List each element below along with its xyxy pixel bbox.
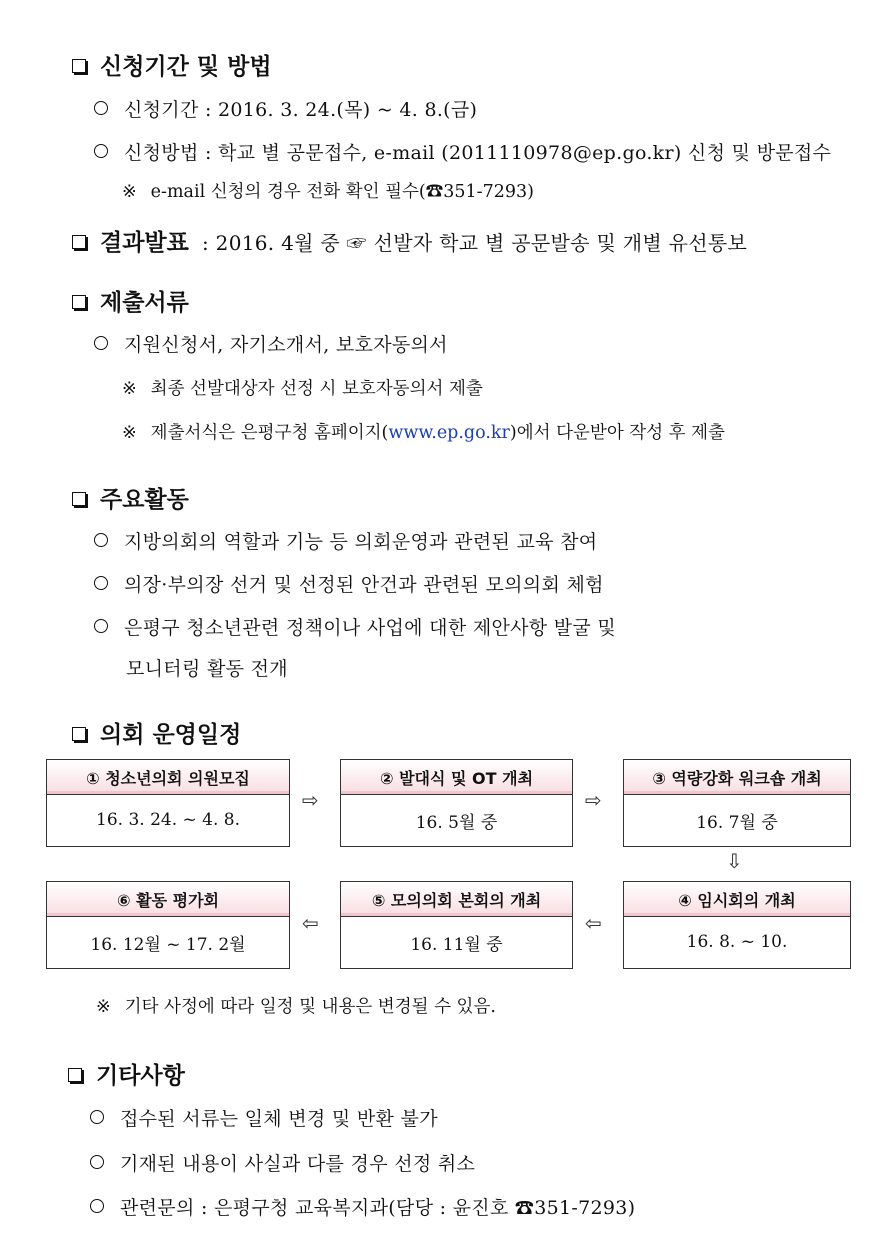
- step-date: 16. 7월 중: [696, 812, 778, 833]
- activity-item-3-cont: 모니터링 활동 전개: [126, 658, 288, 680]
- section-activities-heading: 주요활동: [72, 481, 189, 514]
- step-label: ⑥ 활동 평가회: [47, 882, 289, 917]
- arrow-left-icon: ⇦: [585, 911, 602, 935]
- square-bullet-icon: [68, 1068, 82, 1082]
- apply-note: ※ e-mail 신청의 경우 전화 확인 필수(☎351-7293): [122, 182, 534, 202]
- circle-bullet-icon: [90, 1110, 104, 1124]
- schedule-step-3: [623, 759, 851, 847]
- homepage-link[interactable]: www.ep.go.kr: [388, 423, 510, 443]
- note-mark-icon: ※: [122, 182, 137, 202]
- docs-note-2: ※ 제출서식은 은평구청 홈페이지(www.ep.go.kr)에서 다운받아 작성 후 제출: [122, 423, 725, 443]
- circle-bullet-icon: [90, 1155, 104, 1169]
- circle-bullet-icon: [94, 144, 108, 158]
- square-bullet-icon: [72, 59, 86, 73]
- section-docs-heading: 제출서류: [72, 284, 189, 317]
- arrow-right-icon: ⇨: [302, 788, 319, 812]
- activity-item-3: 은평구 청소년관련 정책이나 사업에 대한 제안사항 발굴 및: [94, 613, 616, 640]
- schedule-note: ※ 기타 사정에 따라 일정 및 내용은 변경될 수 있음.: [96, 997, 496, 1017]
- etc-item-2: 기재된 내용이 사실과 다를 경우 선정 취소: [90, 1149, 475, 1176]
- apply-method: 신청방법 : 학교 별 공문접수, e-mail (2011110978@ep.go.kr) 신청 및 방문접수: [94, 138, 831, 165]
- docs-item: 지원신청서, 자기소개서, 보호자동의서: [94, 330, 448, 357]
- step-label: ③ 역량강화 워크숍 개최: [624, 760, 850, 795]
- note-mark-icon: ※: [96, 997, 111, 1017]
- schedule-step-5: [340, 881, 573, 969]
- section-result-heading: 결과발표: [100, 230, 189, 256]
- arrow-right-icon: ⇨: [585, 788, 602, 812]
- arrow-left-icon: ⇦: [302, 911, 319, 935]
- step-label: ② 발대식 및 OT 개최: [341, 760, 572, 795]
- step-date: 16. 12월 ~ 17. 2월: [90, 934, 246, 955]
- step-date: 16. 3. 24. ~ 4. 8.: [96, 810, 240, 830]
- circle-bullet-icon: [94, 619, 108, 633]
- step-label: ④ 임시회의 개최: [624, 882, 850, 917]
- result-text: : 2016. 4월 중 ☞ 선발자 학교 별 공문발송 및 개별 유선통보: [201, 231, 748, 255]
- step-date: 16. 11월 중: [410, 934, 503, 955]
- step-date: 16. 5월 중: [415, 812, 498, 833]
- docs-note-1: ※ 최종 선발대상자 선정 시 보호자동의서 제출: [122, 379, 483, 399]
- step-label: ① 청소년의회 의원모집: [47, 760, 289, 795]
- circle-bullet-icon: [94, 576, 108, 590]
- circle-bullet-icon: [94, 101, 108, 115]
- arrow-down-icon: ⇩: [726, 849, 743, 873]
- section-result: [72, 224, 747, 257]
- circle-bullet-icon: [90, 1199, 104, 1213]
- activity-item-2: 의장·부의장 선거 및 선정된 안건과 관련된 모의의회 체험: [94, 570, 604, 597]
- square-bullet-icon: [72, 492, 86, 506]
- activity-item-1: 지방의회의 역할과 기능 등 의회운영과 관련된 교육 참여: [94, 527, 597, 554]
- apply-period: 신청기간 : 2016. 3. 24.(목) ~ 4. 8.(금): [94, 95, 477, 122]
- circle-bullet-icon: [94, 533, 108, 547]
- schedule-step-2: [340, 759, 573, 847]
- note-mark-icon: ※: [122, 423, 137, 443]
- circle-bullet-icon: [94, 336, 108, 350]
- etc-item-1: 접수된 서류는 일체 변경 및 반환 불가: [90, 1104, 438, 1131]
- schedule-step-4: [623, 881, 851, 969]
- section-apply-heading: 신청기간 및 방법: [72, 48, 272, 81]
- square-bullet-icon: [72, 727, 86, 741]
- step-date: 16. 8. ~ 10.: [686, 932, 788, 952]
- section-schedule-heading: 의회 운영일정: [72, 716, 241, 749]
- square-bullet-icon: [72, 235, 86, 249]
- step-label: ⑤ 모의의회 본회의 개최: [341, 882, 572, 917]
- schedule-step-6: [46, 881, 290, 969]
- note-mark-icon: ※: [122, 379, 137, 399]
- etc-item-3: 관련문의 : 은평구청 교육복지과(담당 : 윤진호 ☎351-7293): [90, 1193, 635, 1220]
- schedule-step-1: [46, 759, 290, 847]
- square-bullet-icon: [72, 295, 86, 309]
- section-etc-heading: 기타사항: [68, 1057, 185, 1090]
